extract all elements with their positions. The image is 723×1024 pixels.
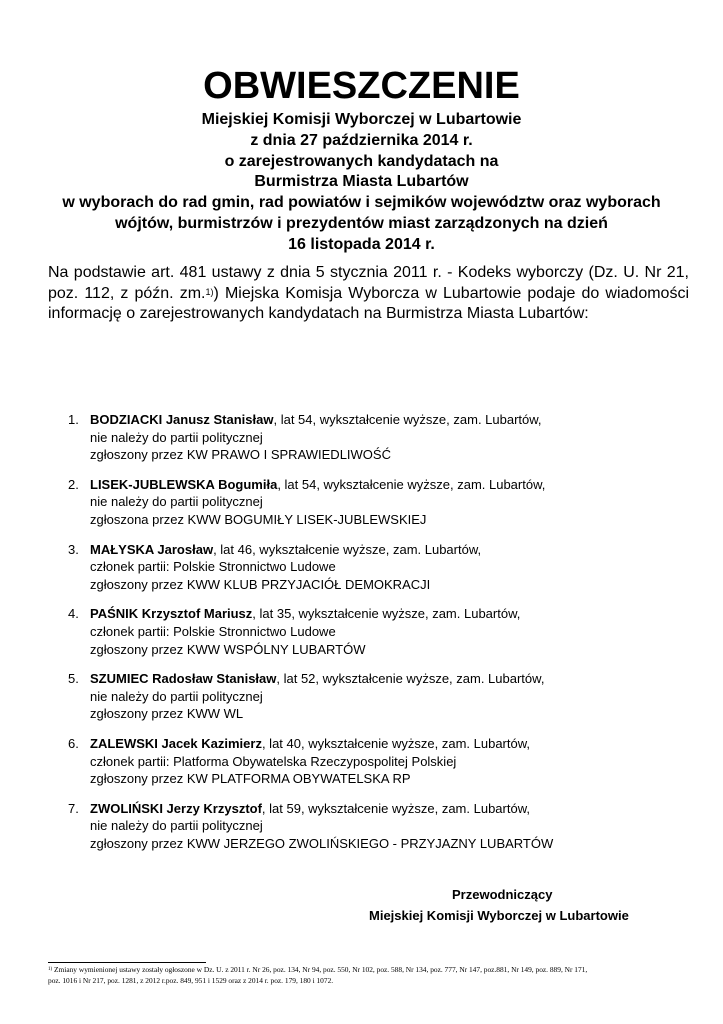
candidate-party: nie należy do partii politycznej — [90, 429, 263, 445]
candidate-name: PAŚNIK Krzysztof Mariusz — [90, 606, 253, 622]
candidate-party: członek partii: Polskie Stronnictwo Ludowe — [90, 623, 336, 639]
candidate-party: nie należy do partii politycznej — [90, 494, 263, 510]
footnote — [48, 964, 688, 986]
document-header — [20, 110, 703, 256]
header-line: w wyborach do rad gmin, rad powiatów i sejmików województw oraz wyborach — [62, 194, 661, 212]
candidate-number: 4. — [68, 606, 79, 622]
candidate-details: , lat 35, wykształcenie wyższe, zam. Lubartów, — [252, 606, 521, 622]
document-title: OBWIESZCZENIE — [203, 65, 520, 107]
candidate-nominated-by: zgłoszony przez KWW WL — [90, 706, 244, 722]
candidate-name: MAŁYSKA Jarosław — [90, 541, 214, 557]
candidate-number: 2. — [68, 476, 79, 492]
candidate-nominated-by: zgłoszona przez KWW BOGUMIŁY LISEK-JUBLEWSKIEJ — [90, 511, 427, 527]
footnote-line: poz. 1016 i Nr 217, poz. 1281, z 2012 r.poz. 849, 951 i 1529 oraz z 2014 r. poz. 179, 180 i 1072. — [48, 976, 334, 985]
footnote-reference: 1) — [205, 286, 214, 297]
candidate-details: , lat 59, wykształcenie wyższe, zam. Lubartów, — [261, 800, 530, 816]
candidate-nominated-by: zgłoszony przez KWW JERZEGO ZWOLIŃSKIEGO - PRZYJAZNY LUBARTÓW — [90, 835, 554, 851]
candidate-name: BODZIACKI Janusz Stanisław — [90, 412, 274, 427]
footnote-divider — [48, 962, 206, 963]
signature-title: Przewodniczący — [452, 887, 553, 902]
candidate-party: członek partii: Platforma Obywatelska Rzeczypospolitej Polskiej — [90, 753, 457, 769]
candidate-party: członek partii: Polskie Stronnictwo Ludowe — [90, 559, 336, 575]
candidate-number: 1. — [68, 412, 79, 427]
candidate-details: , lat 52, wykształcenie wyższe, zam. Lubartów, — [276, 671, 545, 687]
header-line: Miejskiej Komisji Wyborczej w Lubartowie — [201, 111, 522, 128]
header-line: 16 listopada 2014 r. — [288, 235, 435, 253]
header-line: o zarejestrowanych kandydatach na — [224, 152, 499, 170]
candidate-item — [68, 541, 668, 594]
candidate-item — [68, 411, 668, 464]
intro-text-start: Na podstawie art. 481 ustawy z dnia 5 stycznia 2011 r. - Kodeks wyborczy (Dz. U. Nr 21, poz. 112, z późn. zm. — [48, 264, 689, 302]
candidate-nominated-by: zgłoszony przez KWW WSPÓLNY LUBARTÓW — [90, 641, 366, 657]
header-line: z dnia 27 października 2014 r. — [250, 131, 473, 149]
candidate-details: , lat 54, wykształcenie wyższe, zam. Lubartów, — [277, 476, 546, 492]
candidate-name: SZUMIEC Radosław Stanisław — [90, 671, 277, 687]
candidate-number: 7. — [68, 800, 79, 816]
candidate-item — [68, 476, 668, 529]
footnote-line: Zmiany wymienionej ustawy zostały ogłoszone w Dz. U. z 2011 r. Nr 26, poz. 134, Nr 94, poz. 550, Nr 102, poz. 588, Nr 134, poz. 777, Nr 147, poz.881, Nr 149, poz. 889, Nr 171, — [52, 965, 588, 974]
candidate-item — [68, 670, 668, 723]
candidate-name: ZALEWSKI Jacek Kazimierz — [90, 735, 262, 751]
footnote-marker: 1) — [48, 967, 53, 972]
intro-paragraph — [48, 263, 689, 325]
candidate-item — [68, 605, 668, 658]
candidate-party: nie należy do partii politycznej — [90, 818, 263, 834]
candidate-details: , lat 54, wykształcenie wyższe, zam. Lubartów, — [273, 412, 542, 427]
candidate-number: 3. — [68, 541, 79, 557]
candidate-nominated-by: zgłoszony przez KW PLATFORMA OBYWATELSKA RP — [90, 771, 411, 787]
candidate-list — [68, 411, 668, 864]
candidate-name: LISEK-JUBLEWSKA Bogumiła — [90, 476, 278, 492]
candidate-nominated-by: zgłoszony przez KWW KLUB PRZYJACIÓŁ DEMOKRACJI — [90, 576, 431, 592]
candidate-number: 5. — [68, 671, 79, 687]
header-line: Burmistrza Miasta Lubartów — [254, 173, 469, 191]
candidate-name: ZWOLIŃSKI Jerzy Krzysztof — [90, 800, 262, 816]
signature-organization: Miejskiej Komisji Wyborczej w Lubartowie — [369, 908, 629, 923]
candidate-nominated-by: zgłoszony przez KW PRAWO I SPRAWIEDLIWOŚĆ — [90, 447, 391, 463]
candidate-number: 6. — [68, 735, 79, 751]
candidate-party: nie należy do partii politycznej — [90, 688, 263, 704]
intro-text-end: ) Miejska Komisja Wyborcza w Lubartowie podaje do wiadomości informację o zarejestrowanych kandydatach na Burmistrza Miasta Lubartów: — [48, 284, 689, 322]
candidate-details: , lat 40, wykształcenie wyższe, zam. Lubartów, — [261, 735, 531, 751]
candidate-item — [68, 735, 668, 788]
candidate-item — [68, 800, 668, 853]
candidate-details: , lat 46, wykształcenie wyższe, zam. Lubartów, — [213, 541, 482, 557]
header-line: wójtów, burmistrzów i prezydentów miast zarządzonych na dzień — [115, 214, 608, 232]
